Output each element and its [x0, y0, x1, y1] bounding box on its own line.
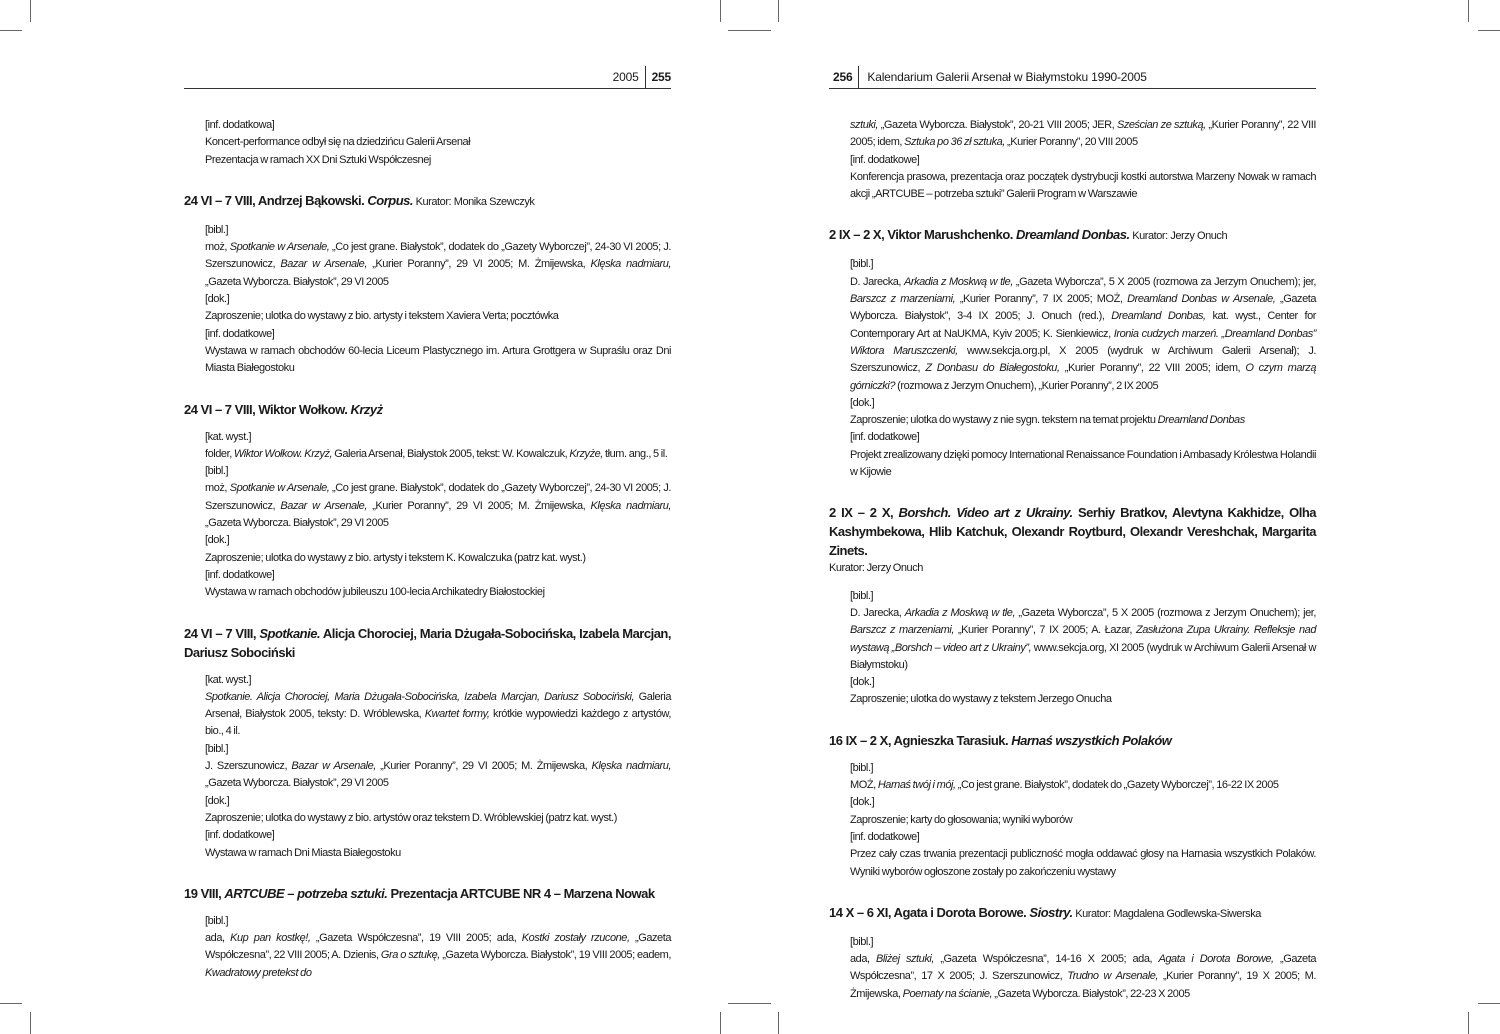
documents: Zaproszenie; ulotka do wystawy z bio. artysty i tekstem Xaviera Verta; pocztówka	[205, 310, 559, 323]
page-right	[829, 66, 1316, 1003]
title-work: Spotkanie.	[259, 625, 321, 641]
title-text: 16 IX – 2 X, Agnieszka Tarasiuk.	[829, 732, 1012, 748]
additional-info: Wystawa w ramach Dni Miasta Białegostoku	[205, 846, 401, 859]
curator: Kurator: Magdalena Godlewska-Siwerska	[1072, 907, 1261, 920]
additional-info: Wystawa w ramach obchodów jubileuszu 100-lecia Archikatedry Białostockiej	[205, 586, 545, 599]
section-label: [inf. dodatkowe]	[850, 830, 920, 843]
section-label: [kat. wyst.]	[205, 673, 252, 686]
entry-details	[850, 760, 1316, 881]
section-label: [inf. dodatkowa]	[205, 119, 275, 131]
documents: Zaproszenie; ulotka do wystawy z tekstem Jerzego Onucha	[850, 693, 1112, 706]
crop-mark	[749, 30, 771, 31]
entry-title	[829, 503, 1316, 560]
crop-mark	[0, 30, 22, 31]
page-number: 256	[829, 66, 859, 88]
section-label: [dok.]	[850, 676, 875, 689]
bibliography: MOŻ, Harnaś twój i mój, „Co jest grane. Białystok”, dodatek do „Gazety Wyborczej”, 16-22 IX 2005	[850, 779, 1279, 792]
entry-details	[850, 934, 1316, 1003]
entry-details	[205, 222, 671, 378]
crop-mark	[720, 1012, 721, 1034]
section-label: [bibl.]	[205, 465, 229, 478]
section-label: [inf. dodatkowe]	[205, 829, 275, 842]
curator: Kurator: Jerzy Onuch	[1129, 230, 1228, 243]
section-label: [bibl.]	[850, 935, 874, 948]
bibliography: J. Szerszunowicz, Bazar w Arsenale, „Kurier Poranny”, 29 VI 2005; M. Żmijewska, Klęska nadmiaru, „Gazeta Wyborcza. Białystok”, 29 VI 2005	[205, 760, 671, 790]
entry-title	[829, 225, 1316, 246]
crop-mark	[1478, 1003, 1500, 1004]
crop-mark	[30, 1012, 31, 1034]
page-content	[184, 117, 671, 982]
entry-details	[205, 913, 671, 982]
bibliography: ada, Bliżej sztuki, „Gazeta Współczesna”, 14-16 X 2005; ada, Agata i Dorota Borowe, „Gazeta Współczesna”, 17 X 2005; J. Szerszunowicz, Trudno w Arsenale, „Kurier Poranny”, 19 X 2005; M. Żmijewska, Poematy na ścianie, „Gazeta Wyborcza. Białystok”, 22-23 X 2005	[850, 953, 1316, 1000]
page-left	[184, 66, 671, 982]
section-label: [kat. wyst.]	[205, 430, 252, 443]
entry-details	[850, 588, 1316, 709]
entry-title	[184, 191, 671, 212]
header-year: 2005	[612, 70, 639, 84]
curator: Kurator: Jerzy Onuch	[829, 562, 923, 575]
title-text: 19 VIII,	[184, 885, 225, 901]
entry-title	[184, 884, 671, 903]
title-text: 24 VI – 7 VIII,	[184, 625, 260, 641]
section-label: [dok.]	[205, 794, 230, 807]
bibliography: moż, Spotkanie w Arsenale, „Co jest grane. Białystok”, dodatek do „Gazety Wyborczej”, 24-30 VI 2005; J. Szerszunowicz, Bazar w Arsenale, „Kurier Poranny”, 29 VI 2005; M. Żmijewska, Klęska nadmiaru, „Gazeta Wyborcza. Białystok”, 29 VI 2005	[205, 482, 671, 530]
title-artists: Prezentacja ARTCUBE NR 4 – Marzena Nowak	[387, 885, 655, 901]
section-label: [inf. dodatkowe]	[850, 431, 920, 444]
additional-info: Projekt zrealizowany dzięki pomocy International Renaissance Foundation i Ambasady Królestwa Holandii w Kijowie	[850, 448, 1316, 479]
title-text: 2 IX – 2 X, Viktor Marushchenko.	[829, 227, 1016, 243]
catalogue: folder, Wiktor Wołkow. Krzyż, Galeria Arsenał, Białystok 2005, tekst: W. Kowalczuk, Krzyże, tłum. ang., 5 il.	[205, 447, 668, 460]
title-work: Dreamland Donbas.	[1016, 227, 1130, 243]
entry-details	[850, 117, 1316, 203]
catalogue: Spotkanie. Alicja Chorociej, Maria Dżugała-Sobocińska, Izabela Marcjan, Dariusz Sobociński, Galeria Arsenał, Białystok 2005, teksty: D. Wróblewska, Kwartet formy, krótkie wypowiedzi każdego z artystów, bio., 4 il.	[205, 690, 671, 738]
documents: Zaproszenie; karty do głosowania; wyniki wyborów	[850, 813, 1073, 826]
section-label: [inf. dodatkowe]	[205, 568, 275, 581]
bibliography: D. Jarecka, Arkadia z Moskwą w tle, „Gazeta Wyborcza”, 5 X 2005 (rozmowa z Jerzym Onuchem); jer, Barszcz z marzeniami, „Kurier Poranny”, 7 IX 2005; A. Łazar, Zasłużona Zupa Ukrainy. Refleksje nad wystawą „Borshch – video art z Ukrainy”, www.sekcja.org, XI 2005 (wydruk w Archiwum Galerii Arsenał w Białymstoku)	[850, 606, 1316, 671]
section-label: [dok.]	[205, 293, 230, 306]
section-label: [dok.]	[205, 534, 230, 547]
bibliography: moż, Spotkanie w Arsenale, „Co jest grane. Białystok”, dodatek do „Gazety Wyborczej”, 24-30 VI 2005; J. Szerszunowicz, Bazar w Arsenale, „Kurier Poranny”, 29 VI 2005; M. Żmijewska, Klęska nadmiaru, „Gazeta Wyborcza. Białystok”, 29 VI 2005	[205, 241, 671, 288]
entry-text: Prezentacja w ramach XX Dni Sztuki Współczesnej	[205, 153, 431, 166]
additional-info: Konferencja prasowa, prezentacja oraz początek dystrybucji kostki autorstwa Marzeny Nowak w ramach akcji „ARTCUBE – potrzeba sztuki” Galerii Program w Warszawie	[850, 170, 1316, 201]
additional-info: Wystawa w ramach obchodów 60-lecia Liceum Plastycznego im. Artura Grottgera w Supraślu oraz Dni Miasta Białegostoku	[205, 344, 671, 375]
entry-details	[205, 429, 671, 602]
documents: Zaproszenie; ulotka do wystawy z bio. artystów oraz tekstem D. Wróblewskiej (patrz kat. wyst.)	[205, 811, 617, 824]
entry-text: Koncert-performance odbył się na dziedzińcu Galerii Arsenał	[205, 136, 471, 149]
section-label: [bibl.]	[850, 761, 874, 774]
crop-mark	[1468, 0, 1469, 22]
crop-mark	[778, 1012, 779, 1034]
running-header	[184, 66, 671, 89]
title-text: 24 VI – 7 VIII, Andrzej Bąkowski.	[184, 192, 368, 208]
title-artists: Serhiy Bratkov, Alevtyna Kakhidze, Olha Kashymbekowa, Hlib Katchuk, Olexandr Roytburd, Olexandr Vereshchak, Margarita Zinets.	[829, 505, 1316, 559]
title-work: Corpus.	[367, 192, 414, 208]
section-label: [bibl.]	[205, 742, 229, 755]
crop-mark	[728, 30, 750, 31]
title-work: ARTCUBE – potrzeba sztuki.	[224, 885, 388, 901]
entry-title	[184, 624, 671, 662]
section-label: [inf. dodatkowe]	[850, 153, 920, 166]
entry-title	[829, 731, 1316, 750]
section-label: [dok.]	[850, 796, 875, 809]
title-artists: Alicja Chorociej, Maria Dżugała-Sobocińska, Izabela Marcjan, Dariusz Sobociński	[184, 625, 671, 660]
entry-details	[205, 672, 671, 862]
section-label: [bibl.]	[205, 914, 229, 927]
section-label: [bibl.]	[850, 258, 874, 271]
bibliography: D. Jarecka, Arkadia z Moskwą w tle, „Gazeta Wyborcza”, 5 X 2005 (rozmowa za Jerzym Onuchem); jer, Barszcz z marzeniami, „Kurier Poranny”, 7 IX 2005; MOŻ, Dreamland Donbas w Arsenale, „Gazeta Wyborcza. Białystok”, 3-4 IX 2005; J. Onuch (red.), Dreamland Donbas, kat. wyst., Center for Contemporary Art at NaUKMA, Kyiv 2005; K. Sienkiewicz, Ironia cudzych marzeń. „Dreamland Donbas” Wiktora Maruszczenki, www.sekcja.org.pl, X 2005 (wydruk w Archiwum Galerii Arsenał); J. Szerszunowicz, Z Donbasu do Białegostoku, „Kurier Poranny”, 22 VIII 2005; idem, O czym marzą górniczki? (rozmowa z Jerzym Onuchem), „Kurier Poranny”, 2 IX 2005	[850, 275, 1317, 392]
section-label: [dok.]	[850, 396, 875, 409]
page-content	[829, 117, 1316, 1003]
title-work: Borshch. Video art z Ukrainy.	[898, 505, 1073, 521]
crop-mark	[749, 1003, 771, 1004]
title-text: 2 IX – 2 X,	[829, 505, 899, 521]
header-title: Kalendarium Galerii Arsenał w Białymstoku 1990-2005	[867, 70, 1147, 84]
title-work: Harnaś wszystkich Polaków	[1011, 732, 1172, 748]
crop-mark	[30, 0, 31, 22]
crop-mark	[720, 0, 721, 22]
curator: Kurator: Monika Szewczyk	[413, 195, 535, 208]
additional-info: Przez cały czas trwania prezentacji publiczność mogła oddawać głosy na Harnasia wszystkich Polaków. Wyniki wyborów ogłoszone zostały po zakończeniu wystawy	[850, 848, 1316, 878]
documents: Zaproszenie; ulotka do wystawy z nie sygn. tekstem na temat projektu Dreamland Donbas	[850, 414, 1245, 427]
documents: Zaproszenie; ulotka do wystawy z bio. artysty i tekstem K. Kowalczuka (patrz kat. wyst.)	[205, 551, 586, 564]
title-text: 14 X – 6 XI, Agata i Dorota Borowe.	[829, 904, 1030, 920]
title-work: Siostry.	[1029, 904, 1073, 920]
crop-mark	[728, 1003, 750, 1004]
section-label: [bibl.]	[850, 589, 874, 602]
crop-mark	[1478, 30, 1500, 31]
crop-mark	[778, 0, 779, 22]
title-work: Krzyż	[350, 401, 383, 417]
title-text: 24 VI – 7 VIII, Wiktor Wołkow.	[184, 401, 351, 417]
bibliography: ada, Kup pan kostkę!, „Gazeta Współczesna”, 19 VIII 2005; ada, Kostki zostały rzucone, „Gazeta Współczesna”, 22 VIII 2005; A. Dzienis, Gra o sztukę, „Gazeta Wyborcza. Białystok”, 19 VIII 2005; eadem, Kwadratowy pretekst do	[205, 932, 671, 979]
entry-details	[205, 117, 671, 169]
entry-title	[184, 400, 671, 419]
page-number: 255	[645, 66, 671, 88]
section-label: [inf. dodatkowe]	[205, 327, 275, 340]
entry-title	[829, 903, 1316, 924]
section-label: [bibl.]	[205, 223, 229, 236]
bibliography: sztuki, „Gazeta Wyborcza. Białystok”, 20-21 VIII 2005; JER, Sześcian ze sztuką, „Kurier Poranny”, 22 VIII 2005; idem, Sztuka po 36 zł sztuka, „Kurier Poranny”, 20 VIII 2005	[850, 119, 1316, 149]
entry-details	[850, 256, 1316, 481]
crop-mark	[1468, 1012, 1469, 1034]
running-header	[829, 66, 1316, 89]
crop-mark	[0, 1003, 22, 1004]
